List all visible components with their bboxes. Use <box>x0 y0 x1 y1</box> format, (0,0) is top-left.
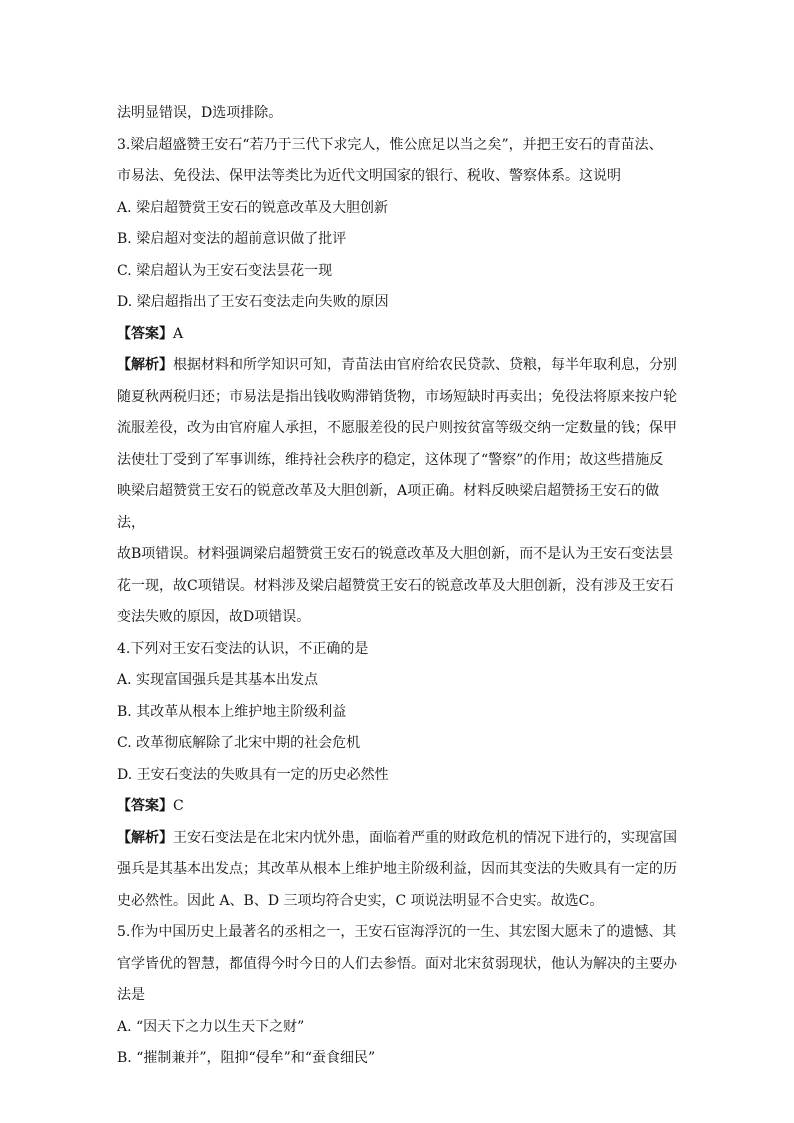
question-4-answer <box>117 791 682 823</box>
question-4-option-d: D. 王安石变法的失败具有一定的历史必然性 <box>117 766 389 783</box>
analysis-line: 映梁启超赞赏王安石的锐意改革及大胆创新，A项正确。材料反映梁启超赞扬王安石的做法， <box>117 483 660 531</box>
question-4-option-b: B. 其改革从根本上维护地主阶级利益 <box>117 703 347 720</box>
question-3-option-b: B. 梁启超对变法的超前意识做了批评 <box>117 231 347 247</box>
analysis-tag: 【解析】 <box>117 829 173 846</box>
text-line: 法明显错误，D选项排除。 <box>117 105 283 121</box>
question-5-stem: 5.作为中国历史上最著名的丞相之一，王安石宦海浮沉的一生、其宏图大愿未了的遗憾、其 <box>117 924 677 940</box>
analysis-line: 随夏秋两税归还；市易法是指出钱收购滞销货物，市场短缺时再卖出；免役法将原来按户轮 <box>117 388 677 405</box>
answer-tag: 【答案】 <box>117 325 173 342</box>
question-3-option-c: C. 梁启超认为王安石变法昙花一现 <box>117 262 333 279</box>
analysis-tag: 【解析】 <box>117 357 173 373</box>
question-4-stem: 4.下列对王安石变法的认识，不正确的是 <box>117 640 369 657</box>
analysis-line: 强兵是其基本出发点；其改革从根本上维护地主阶级利益，因而其变法的失败具有一定的历 <box>117 861 677 877</box>
question-3-stem: 市易法、免役法、保甲法等类比为近代文明国家的银行、税收、警察体系。这说明 <box>117 168 621 184</box>
question-3-answer <box>117 319 682 351</box>
question-3-stem: 3.梁启超盛赞王安石“若乃于三代下求完人，惟公庶足以当之矣”，并把王安石的青苗法、 <box>117 136 663 153</box>
question-3-option-a: A. 梁启超赞赏王安石的锐意改革及大胆创新 <box>117 199 389 216</box>
question-5-option-b: B. “摧制兼并”，阻抑“侵牟”和“蚕食细民” <box>117 1050 376 1066</box>
question-4-option-a: A. 实现富国强兵是其基本出发点 <box>117 672 319 688</box>
question-3-option-d: D. 梁启超指出了王安石变法走向失败的原因 <box>117 294 389 310</box>
question-5-stem: 法是 <box>117 987 145 1003</box>
question-4-option-c: C. 改革彻底解除了北宋中期的社会危机 <box>117 735 361 751</box>
document-body <box>117 98 682 1075</box>
analysis-line: 故B项错误。材料强调梁启超赞赏王安石的锐意改革及大胆创新，而不是认为王安石变法昙 <box>117 546 674 562</box>
analysis-line: 花一现，故C项错误。材料涉及梁启超赞赏王安石的锐意改革及大胆创新，没有涉及王安石 <box>117 577 674 594</box>
analysis-line: 流服差役，改为由官府雇人承担，不愿服差役的民户则按贫富等级交纳一定数量的钱；保甲 <box>117 420 677 436</box>
question-5-stem: 官学皆优的智慧，都值得今时今日的人们去参悟。面对北宋贫弱现状，他认为解决的主要办 <box>117 955 677 972</box>
question-3-analysis <box>117 350 682 382</box>
answer-value: A <box>173 325 184 342</box>
analysis-line: 变法失败的原因，故D项错误。 <box>117 609 311 625</box>
analysis-text: 根据材料和所学知识可知，青苗法由官府给农民贷款、贷粮，每半年取利息，分别 <box>173 357 677 373</box>
answer-value: C <box>173 798 184 814</box>
analysis-line: 史必然性。因此 A、B、D 三项均符合史实，C 项说法明显不合史实。故选C。 <box>117 892 604 909</box>
question-4-analysis <box>117 823 682 855</box>
analysis-line: 法使壮丁受到了军事训练，维持社会秩序的稳定，这体现了“警察”的作用；故这些措施反 <box>117 451 664 468</box>
analysis-text: 王安石变法是在北宋内忧外患，面临着严重的财政危机的情况下进行的，实现富国 <box>173 829 677 846</box>
question-5-option-a: A. “因天下之力以生天下之财” <box>117 1018 305 1035</box>
answer-tag: 【答案】 <box>117 798 173 814</box>
